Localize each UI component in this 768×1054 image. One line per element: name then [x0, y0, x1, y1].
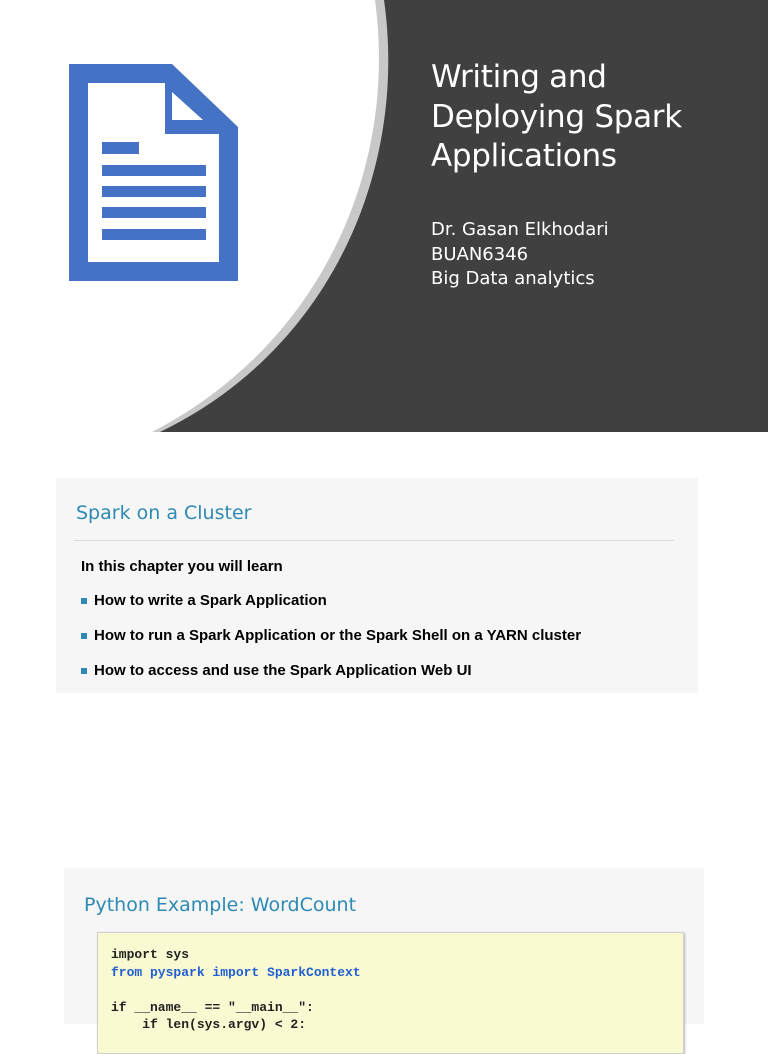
bullet-icon	[81, 598, 87, 604]
list-item-text: How to run a Spark Application or the Spark Shell on a YARN cluster	[94, 627, 582, 644]
course-code: BUAN6346	[431, 243, 529, 265]
bullet-icon	[81, 668, 87, 674]
code-line: from pyspark import SparkContext	[111, 965, 361, 980]
slide-heading: Spark on a Cluster	[76, 502, 252, 524]
objectives-list	[81, 592, 581, 697]
list-item	[81, 627, 581, 662]
slide-heading: Python Example: WordCount	[84, 894, 357, 916]
author-name: Dr. Gasan Elkhodari	[431, 219, 609, 240]
code-line: if __name__ == "__main__":	[111, 1000, 314, 1015]
bullet-icon	[81, 633, 87, 639]
list-item-text: How to access and use the Spark Application Web UI	[94, 662, 472, 679]
list-item-text: How to write a Spark Application	[94, 592, 327, 609]
list-item	[81, 662, 581, 697]
title-line: Deploying Spark	[431, 98, 682, 135]
slide-subtitle	[431, 218, 751, 292]
document-icon	[69, 64, 239, 282]
code-slide	[64, 868, 704, 1032]
slide-title	[431, 58, 751, 177]
course-name: Big Data analytics	[431, 268, 595, 289]
heading-divider	[74, 540, 674, 541]
title-line: Writing and	[431, 59, 607, 95]
code-line: import sys	[111, 947, 190, 962]
code-line: if len(sys.argv) < 2:	[111, 1017, 307, 1032]
intro-text: In this chapter you will learn	[81, 558, 283, 575]
objectives-slide	[56, 478, 698, 693]
title-line: Applications	[431, 138, 617, 174]
list-item	[81, 592, 581, 627]
code-block	[97, 932, 684, 1054]
title-slide	[0, 0, 768, 432]
